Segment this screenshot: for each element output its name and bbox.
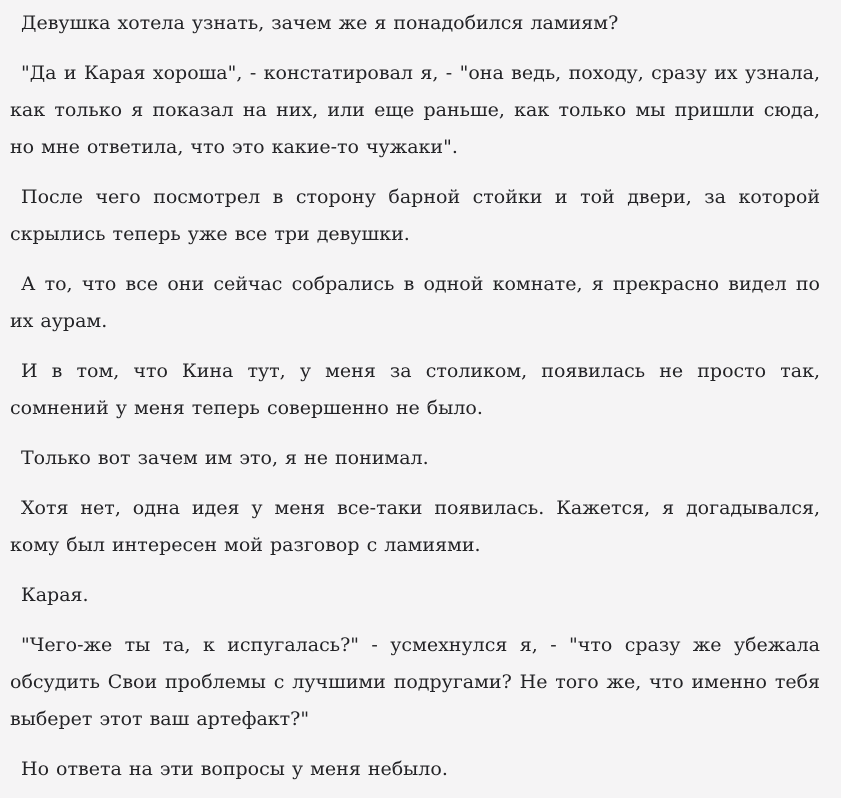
paragraph: "Чего-же ты та, к испугалась?" - усмехнулся я, - "что сразу же убежала обсудить Свои проблемы с лучшими подругами? Не того же, что именно тебя выберет этот ваш артефакт?" [10, 634, 820, 730]
paragraph: Но ответа на эти вопросы у меня небыло. [21, 758, 448, 780]
paragraph: Только вот зачем им это, я не понимал. [21, 447, 429, 469]
paragraph: Хотя нет, одна идея у меня все-таки появилась. Кажется, я догадывался, кому был интересен мой разговор с ламиями. [10, 497, 820, 556]
paragraph: А то, что все они сейчас собрались в одной комнате, я прекрасно видел по их аурам. [10, 273, 820, 332]
paragraph: И в том, что Кина тут, у меня за столиком, появилась не просто так, сомнений у меня теперь совершенно не было. [10, 360, 820, 419]
paragraph: Карая. [21, 584, 89, 606]
paragraph: После чего посмотрел в сторону барной стойки и той двери, за которой скрылись теперь уже все три девушки. [10, 186, 820, 245]
paragraph: "Да и Карая хороша", - констатировал я, - "она ведь, походу, сразу их узнала, как только я показал на них, или еще раньше, как только мы пришли сюда, но мне ответила, что это какие-то чужаки". [10, 62, 820, 158]
paragraph: Девушка хотела узнать, зачем же я понадобился ламиям? [21, 12, 619, 34]
